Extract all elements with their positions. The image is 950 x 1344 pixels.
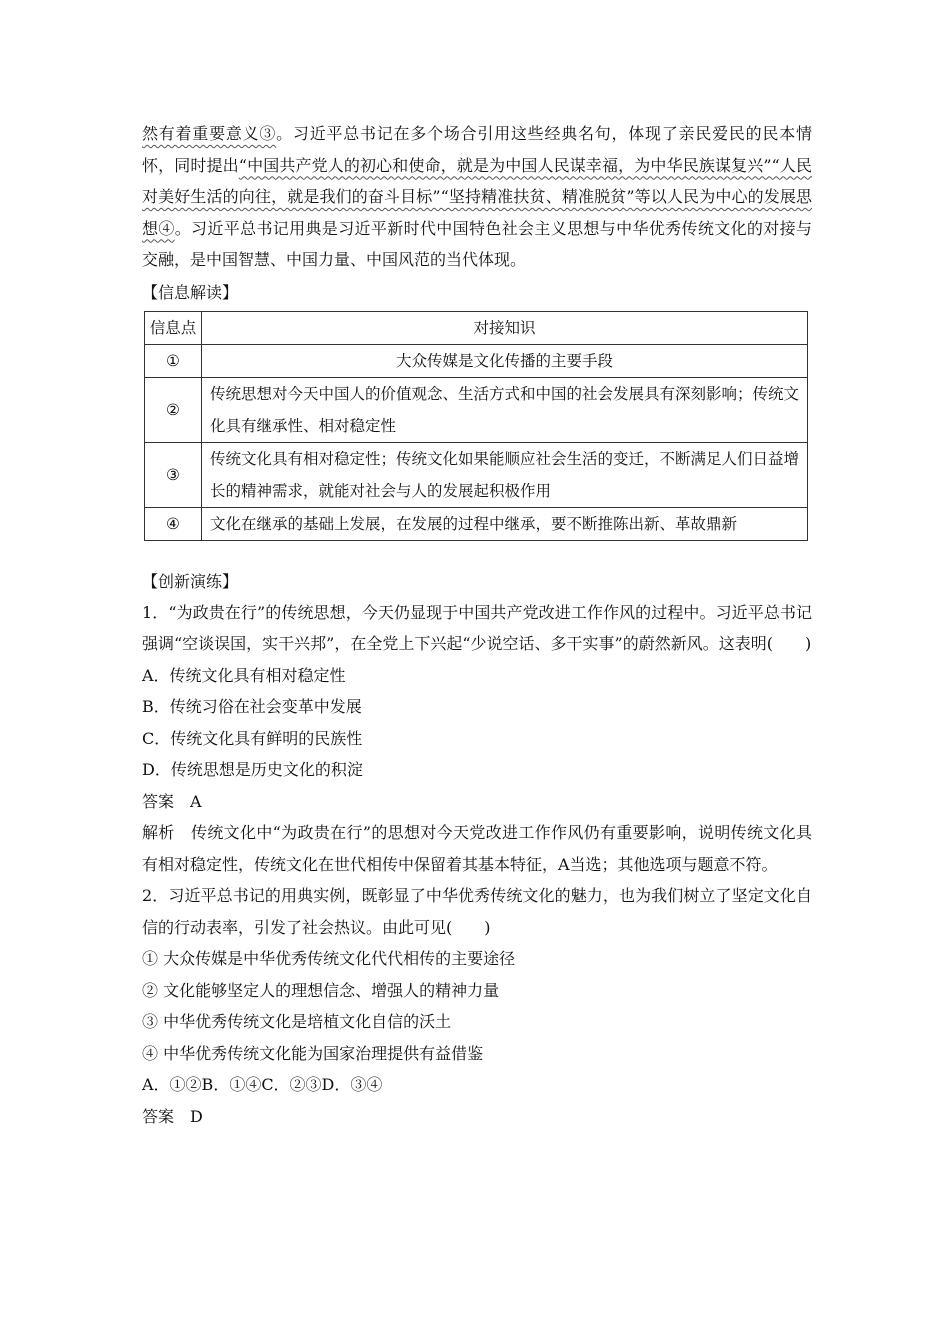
question-2-options: A．①②B．①④C．②③D．③④ (142, 1075, 383, 1094)
row-knowledge: 传统思想对今天中国人的价值观念、生活方式和中国的社会发展具有深刻影响；传统文化具有继承性、相对稳定性 (202, 377, 808, 442)
document-page (142, 118, 812, 1132)
question-2-stem: 2．习近平总书记的用典实例，既彰显了中华优秀传统文化的魅力，也为我们树立了坚定文化自信的行动表率，引发了社会热议。由此可见( ) (142, 886, 812, 937)
intro-wavy-phrase: 然有着重要意义③ (142, 124, 277, 143)
intro-wavy-quotes: “中国共产党人的初心和使命，就是为中国人民谋幸福，为中华民族谋复兴”“人民对美好生活的向往，就是我们的奋斗目标”“坚持精准扶贫、精准脱贫”等以人民为中心的发展思想④ (142, 155, 812, 238)
practice-section-title: 【创新演练】 (142, 571, 239, 591)
intro-text-1: 。习近平总书记在多个场合引用这些经典名句，体现了亲民爱民的民本情怀，同时提出 (142, 124, 812, 175)
row-point: ③ (145, 442, 202, 507)
row-knowledge: 文化在继承的基础上发展，在发展的过程中继承，要不断推陈出新、革故鼎新 (202, 507, 808, 540)
question-1-option-a: A．传统文化具有相对稳定性 (142, 665, 346, 685)
question-2-answer: 答案 D (142, 1106, 203, 1126)
row-point: ② (145, 377, 202, 442)
question-2 (142, 880, 812, 1132)
question-2-statement: ① 大众传媒是中华优秀传统文化代代相传的主要途径 (142, 949, 516, 968)
question-1-analysis: 解析 传统文化中“为政贵在行”的思想对今天党改进工作作风仍有重要影响，说明传统文化具有相对稳定性，传统文化在世代相传中保留着其基本特征，A当选；其他选项与题意不符。 (142, 823, 812, 874)
table-row (145, 377, 808, 442)
question-1-option-c: C．传统文化具有鲜明的民族性 (142, 728, 363, 748)
question-2-statement: ③ 中华优秀传统文化是培植文化自信的沃土 (142, 1012, 452, 1031)
header-point: 信息点 (145, 311, 202, 344)
question-2-statement: ② 文化能够坚定人的理想信念、增强人的精神力量 (142, 980, 500, 1000)
table-header-row (145, 311, 808, 344)
question-1-stem: 1．“为政贵在行”的传统思想，今天仍显现于中国共产党改进工作作风的过程中。习近平总书记强调“空谈误国，实干兴邦”，在全党上下兴起“少说空话、多干实事”的蔚然新风。这表明( ) (142, 602, 812, 653)
row-point: ① (145, 344, 202, 377)
table-row (145, 507, 808, 540)
question-1-answer: 答案 A (142, 791, 202, 811)
info-section-title: 【信息解读】 (142, 282, 239, 302)
table-row (145, 344, 808, 377)
intro-text-2: 。习近平总书记用典是习近平新时代中国特色社会主义思想与中华优秀传统文化的对接与交融，是中国智慧、中国力量、中国风范的当代体现。 (142, 218, 812, 269)
intro-paragraph (142, 118, 812, 276)
header-knowledge: 对接知识 (202, 311, 808, 344)
question-1-option-d: D．传统思想是历史文化的积淀 (142, 760, 363, 779)
table-row (145, 442, 808, 507)
row-knowledge: 传统文化具有相对稳定性；传统文化如果能顺应社会生活的变迁，不断满足人们日益增长的精神需求，就能对社会与人的发展起积极作用 (202, 442, 808, 507)
question-1-option-b: B．传统习俗在社会变革中发展 (142, 697, 362, 716)
question-1 (142, 597, 812, 881)
info-table (144, 311, 808, 541)
question-2-statement: ④ 中华优秀传统文化能为国家治理提供有益借鉴 (142, 1043, 484, 1063)
row-point: ④ (145, 507, 202, 540)
row-knowledge: 大众传媒是文化传播的主要手段 (202, 344, 808, 377)
